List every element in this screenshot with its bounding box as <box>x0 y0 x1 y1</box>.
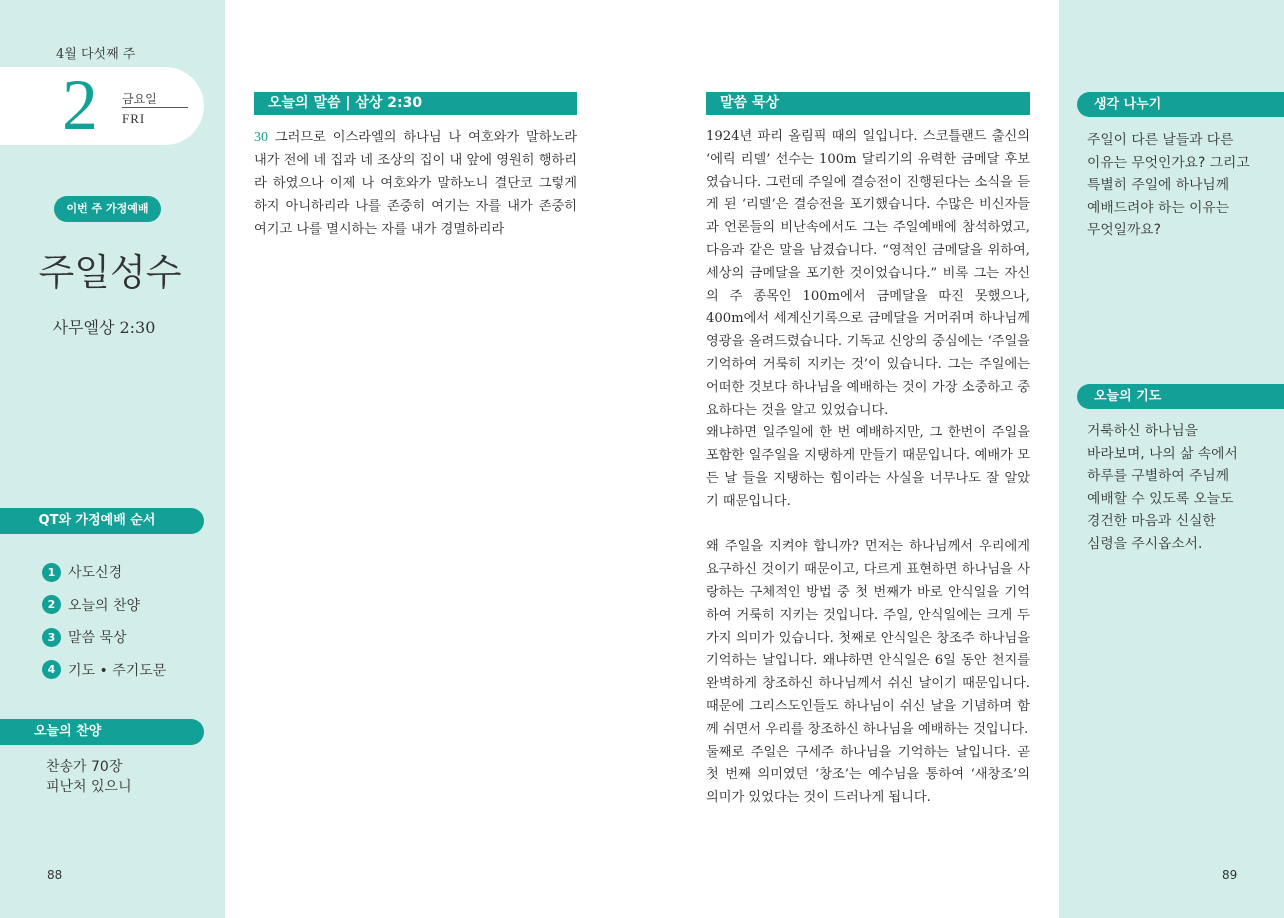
page-number-left: 88 <box>47 868 63 882</box>
meditation-paragraph: 1924년 파리 올림픽 때의 일입니다. 스코틀랜드 출신의 ‘에릭 리델’ 선수는 100m 달리기의 유력한 금메달 후보였습니다. 그런데 주일에 결승전이 진행된다는 소식을 듣게 된 ‘리델’은 결승전을 포기했습니다. 수많은 비신자들과 언론들의 비난속에서도 그는 주일예배에 참석하였고, 다음과 같은 말을 남겼습니다. “영적인 금메달을 위하여, 세상의 금메달을 포기한 것이었습니다.” 비록 그는 자신의 주 종목인 100m에서 금메달을 따진 못했으나, 400m에서 세계신기록으로 금메달을 거머쥐며 하나님께 영광을 올려드렸습니다. 기독교 신앙의 중심에는 ‘주일을 기억하여 거룩히 지키는 것’이 있습니다. 그는 주일에는 어떠한 것보다 하나님을 예배하는 것이 가장 소중하고 중요하다는 것을 알고 있었습니다. <box>706 129 1030 418</box>
think-line: 특별히 주일에 하나님께 <box>1087 177 1230 194</box>
think-line: 무엇일까요? <box>1087 222 1161 239</box>
prayer-line: 하루를 구별하여 주님께 <box>1087 468 1230 485</box>
order-item-label: 오늘의 찬양 <box>68 597 141 614</box>
theme-reference: 사무엘상 2:30 <box>52 318 156 337</box>
order-number-badge: 4 <box>42 660 61 679</box>
prayer-header: 오늘의 기도 <box>1077 384 1284 409</box>
order-item <box>42 589 166 622</box>
meditation-paragraph: 왜냐하면 일주일에 한 번 예배하지만, 그 한번이 주일을 포함한 일주일을 지탱하게 만들기 때문입니다. 예배가 모든 날 들을 지탱하는 힘이라는 사실을 너무나도 잘 알았기 때문입니다. <box>706 425 1030 509</box>
service-badge: 이번 주 가정예배 <box>54 196 161 222</box>
praise-line: 찬송가 70장 <box>46 759 123 775</box>
order-item-label: 사도신경 <box>68 565 123 582</box>
prayer-line: 거룩하신 하나님을 <box>1087 423 1199 439</box>
day-english: FRI <box>122 111 146 126</box>
order-item-label: 말씀 묵상 <box>68 630 127 647</box>
meditation-paragraph: 왜 주일을 지켜야 합니까? 먼저는 하나님께서 우리에게 요구하신 것이기 때문이고, 다르게 표현하면 하나님을 사랑하는 구체적인 방법 중 첫 번째가 바로 안식일을 기억하여 거룩히 지키는 것입니다. 주일, 안식일에는 크게 두 가지 의미가 있습니다. 첫째로 안식일은 창조주 하나님을 기억하는 날입니다. 왜냐하면 안식일은 6일 동안 천지를 완벽하게 창조하신 하나님께서 쉬신 날이기 때문입니다. 때문에 그리스도인들도 하나님이 쉬신 날을 기념하며 함께 쉬면서 우리를 창조하신 하나님을 예배하는 것입니다. <box>706 539 1030 737</box>
prayer-line: 예배할 수 있도록 오늘도 <box>1087 490 1234 507</box>
think-line: 주일이 다른 날들과 다른 <box>1087 132 1234 148</box>
meditation-header: 말씀 묵상 <box>706 92 1030 115</box>
think-line: 예배드려야 하는 이유는 <box>1087 199 1230 216</box>
verse-body: 그러므로 이스라엘의 하나님 나 여호와가 말하노라 내가 전에 네 집과 네 조상의 집이 내 앞에 영원히 행하리라 하였으나 이제 나 여호와가 말하노니 결단코 그렇게 하지 아니하리라 나를 존중히 여기는 자를 내가 존중히 여기고 나를 멸시하는 자를 내가 경멸하리라 <box>254 130 577 237</box>
order-item <box>42 654 166 687</box>
order-item <box>42 621 166 654</box>
praise-text <box>46 757 132 797</box>
day-divider <box>122 107 188 108</box>
order-list <box>42 556 166 686</box>
prayer-line: 심령을 주시옵소서. <box>1087 535 1203 552</box>
order-number-badge: 2 <box>42 595 61 614</box>
think-header: 생각 나누기 <box>1077 92 1284 117</box>
order-number-badge: 1 <box>42 563 61 582</box>
order-number-badge: 3 <box>42 628 61 647</box>
think-line: 이유는 무엇인가요? 그리고 <box>1087 154 1250 171</box>
page-number-right: 89 <box>1222 868 1238 882</box>
date-pill <box>0 67 204 145</box>
prayer-line: 경건한 마음과 신실한 <box>1087 513 1216 530</box>
week-label: 4월 다섯째 주 <box>56 47 136 62</box>
date-number: 2 <box>62 65 98 145</box>
prayer-text <box>1087 420 1267 556</box>
day-korean: 금요일 <box>122 92 157 106</box>
theme-title: 주일성수 <box>38 251 182 294</box>
think-text <box>1087 129 1267 242</box>
prayer-line: 바라보며, 나의 삶 속에서 <box>1087 445 1238 462</box>
praise-line: 피난처 있으니 <box>46 779 132 795</box>
praise-header: 오늘의 찬양 <box>0 719 204 745</box>
verse-number: 30 <box>254 130 268 145</box>
scripture-text <box>254 126 577 241</box>
order-header: QT와 가정예배 순서 <box>0 508 204 534</box>
order-item-label: 기도 • 주기도문 <box>68 662 167 679</box>
meditation-text <box>706 126 1030 810</box>
meditation-paragraph: 둘째로 주일은 구세주 하나님을 기억하는 날입니다. 곧 첫 번째 의미였던 ‘창조’는 예수님을 통하여 ‘새창조’의 의미가 있었다는 것이 드러나게 됩니다. <box>706 744 1030 806</box>
order-item <box>42 556 166 589</box>
scripture-header: 오늘의 말씀 | 삼상 2:30 <box>254 92 577 115</box>
